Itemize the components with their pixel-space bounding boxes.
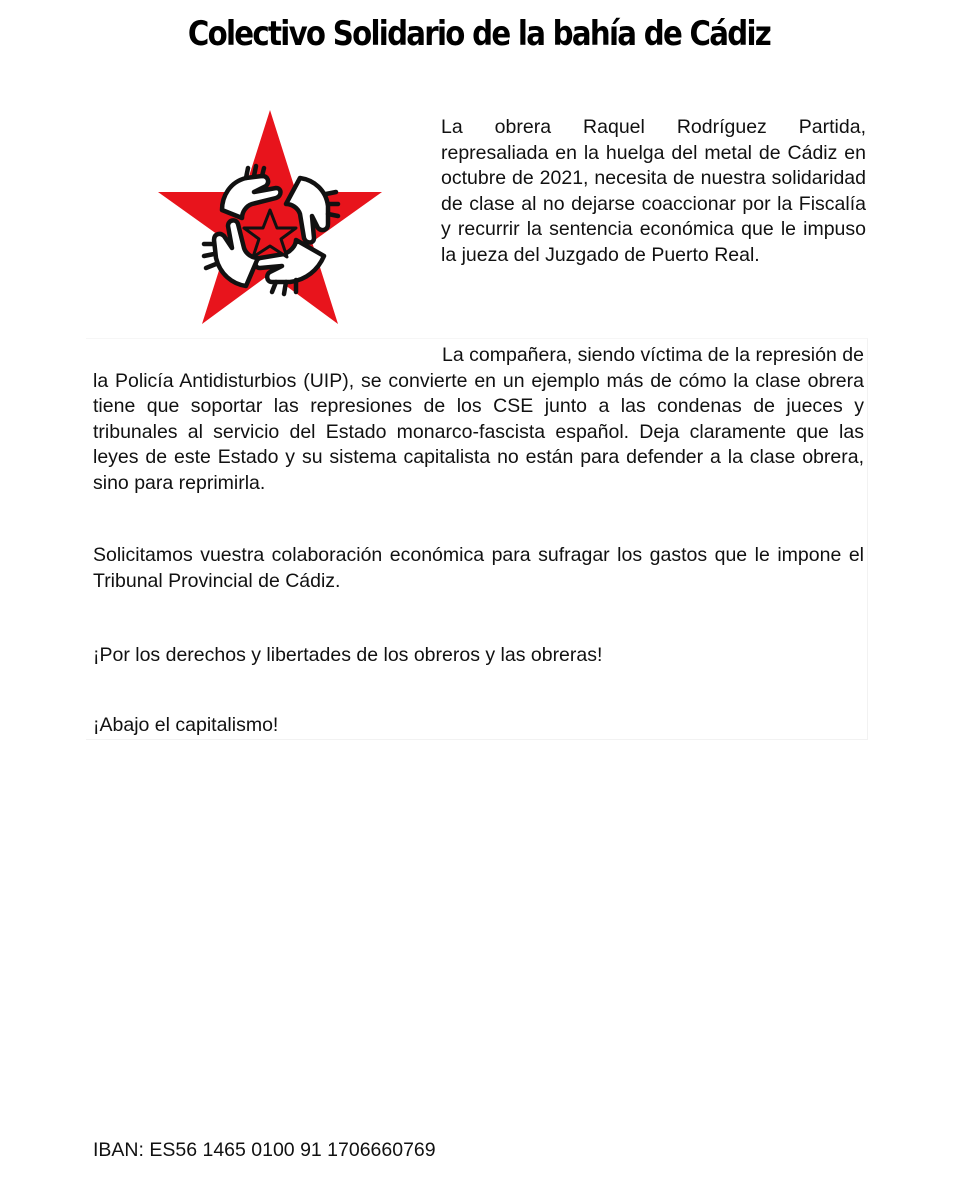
intro-paragraph: La obrera Raquel Rodríguez Partida, represaliada en la huelga del metal de Cádiz en octubre de 2021, necesita de nuestra solidaridad de clase al no dejarse coaccionar por la Fiscalía y recurrir la sentencia económica que le impuso la jueza del Juzgado de Puerto Real. [441, 116, 866, 266]
red-star-hands-icon [150, 108, 390, 328]
iban-text: IBAN: ES56 1465 0100 91 1706660769 [93, 1139, 436, 1161]
anti-capitalism-slogan: ¡Abajo el capitalismo! [93, 714, 279, 736]
rights-slogan: ¡Por los derechos y libertades de los obreros y las obreras! [93, 644, 603, 666]
repression-paragraph: La compañera, siendo víctima de la represión de la Policía Antidisturbios (UIP), se convierte en un ejemplo más de cómo la clase obrera tiene que soportar las represiones de los CSE junto a las condenas de jueces y tribunales al servicio del Estado monarco-fascista español. Deja claramente que las leyes de este Estado y su sistema capitalista no están para defender a la clase obrera, sino para reprimirla. [93, 344, 864, 494]
document-title: Colectivo Solidario de la bahía de Cádiz [187, 14, 771, 54]
request-paragraph: Solicitamos vuestra colaboración económica para sufragar los gastos que le impone el Tribunal Provincial de Cádiz. [93, 544, 864, 592]
